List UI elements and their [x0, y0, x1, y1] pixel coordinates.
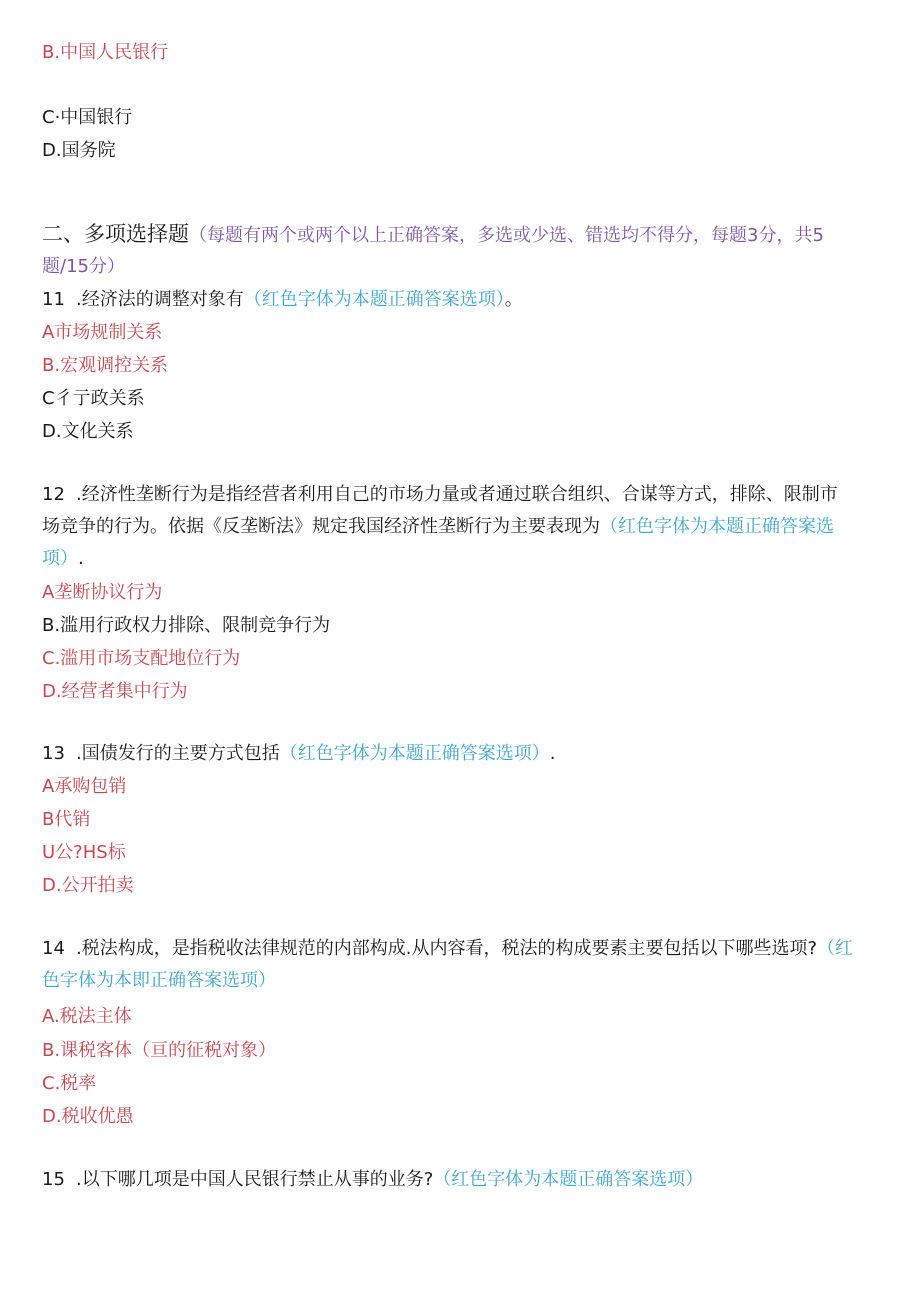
option-prev-b: B.中国人民银行	[42, 42, 169, 63]
question-12-stem-3	[42, 546, 84, 572]
question-number: 12	[42, 484, 65, 505]
question-14-stem-2: 色字体为本即正确答案选项）	[42, 970, 276, 991]
option-14-a: A.税法主体	[42, 1006, 132, 1027]
question-text: .以下哪几项是中国人民银行禁止从事的业务?	[76, 1169, 434, 1190]
option-11-c: C彳亍政关系	[42, 388, 145, 409]
answer-hint: （红色字体为本题正确答案选项）	[279, 743, 550, 764]
section-note: （每题有两个或两个以上正确答案，多选或少选、错选均不得分，每题3分，共5	[189, 225, 824, 246]
question-tail: 。	[504, 289, 523, 310]
answer-hint: （红色字体为本题正确答案选项）	[433, 1169, 704, 1190]
question-text: .国债发行的主要方式包括	[76, 743, 280, 764]
option-12-b: B.滥用行政权力排除、限制竞争行为	[42, 615, 331, 636]
option-13-b: B代销	[42, 809, 91, 830]
option-11-a: A市场规制关系	[42, 322, 163, 343]
question-text: 场竞争的行为。依据《反垄断法》规定我国经济性垄断行为主要表现为	[42, 516, 600, 537]
section-heading	[42, 221, 824, 247]
question-number: 13	[42, 743, 65, 764]
answer-hint: （红色字体为本题正确答案选	[600, 516, 834, 537]
option-13-d: D.公开拍卖	[42, 875, 134, 896]
question-13-stem	[42, 741, 555, 767]
question-number: 15	[42, 1169, 65, 1190]
question-tail: .	[549, 743, 556, 764]
section-note-cont: 题/15分）	[42, 256, 125, 277]
question-15-stem	[42, 1167, 703, 1193]
option-13-a: A承购包销	[42, 776, 127, 797]
option-13-c: U公?HS标	[42, 842, 126, 863]
question-11-stem	[42, 287, 523, 313]
question-12-stem-1	[42, 482, 838, 508]
question-14-stem-1	[42, 936, 853, 962]
section-title: 二、多项选择题	[42, 222, 189, 246]
question-12-stem-2	[42, 514, 834, 540]
option-12-a: A垄断协议行为	[42, 582, 163, 603]
answer-hint: 项）	[42, 548, 78, 569]
question-number: 14	[42, 938, 65, 959]
answer-hint: （红色字体为本题正确答案选项）	[243, 289, 505, 310]
question-text: .经济性垄断行为是指经营者利用自己的市场力量或者通过联合组织、合谋等方式，排除、限制市	[76, 484, 838, 505]
question-number: 11	[42, 289, 65, 310]
option-14-d: D.税收优愚	[42, 1106, 134, 1127]
question-text: .税法构成，是指税收法律规范的内部构成.从内容看，税法的构成要素主要包括以下哪些选项?	[76, 938, 817, 959]
option-12-d: D.经营者集中行为	[42, 681, 188, 702]
option-14-c: C.税率	[42, 1073, 97, 1094]
option-11-d: D.文化关系	[42, 421, 134, 442]
option-14-b: B.课税客体（亘的征税对象）	[42, 1040, 277, 1061]
option-11-b: B.宏观调控关系	[42, 355, 169, 376]
question-text: .经济法的调整对象有	[76, 289, 244, 310]
option-12-c: C.滥用市场支配地位行为	[42, 648, 241, 669]
question-tail: .	[78, 548, 84, 569]
answer-hint: （红	[817, 938, 853, 959]
option-prev-d: D.国务院	[42, 140, 116, 161]
option-prev-c: C·中国银行	[42, 107, 133, 128]
